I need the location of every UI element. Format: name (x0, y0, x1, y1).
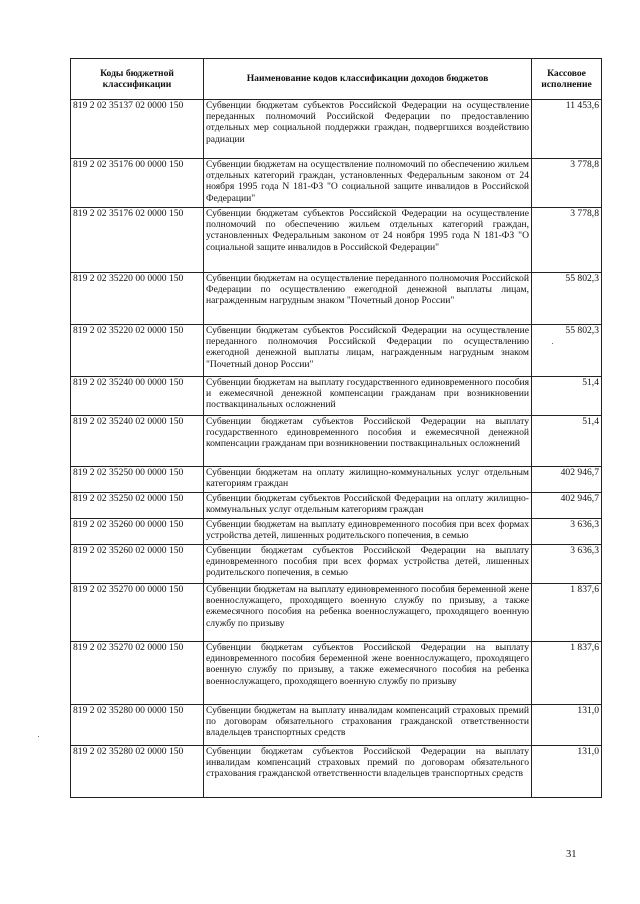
cash-execution: 3 778,8 (532, 208, 602, 273)
cash-execution: 131,0 (532, 705, 602, 746)
table-row (71, 584, 602, 642)
revenue-name: Субвенции бюджетам субъектов Российской Федерации на осуществление переданного полномочия Российской Федерации по осуществлению ежегодной денежной выплаты лицам, награжденным нагрудным знаком "Почетный донор России" (204, 325, 532, 377)
table-row (71, 519, 602, 545)
budget-code: 819 2 02 35220 02 0000 150 (71, 325, 204, 377)
budget-code: 819 2 02 35220 00 0000 150 (71, 273, 204, 325)
table-header-row (71, 59, 602, 100)
budget-code: 819 2 02 35280 02 0000 150 (71, 746, 204, 798)
scan-speck (552, 343, 553, 344)
cash-execution: 3 636,3 (532, 545, 602, 584)
cash-execution: 3 778,8 (532, 159, 602, 208)
revenue-name: Субвенции бюджетам на осуществление переданного полномочия Российской Федерации по осуществлению ежегодной денежной выплаты лицам, награжденным нагрудным знаком "Почетный донор России" (204, 273, 532, 325)
table-row (71, 545, 602, 584)
budget-code: 819 2 02 35176 00 0000 150 (71, 159, 204, 208)
table-row (71, 325, 602, 377)
revenue-name: Субвенции бюджетам на выплату единовременного пособия при всех формах устройства детей, лишенных родительского попечения, в семью (204, 519, 532, 545)
budget-code: 819 2 02 35260 02 0000 150 (71, 545, 204, 584)
table-row (71, 493, 602, 519)
scan-speck (38, 736, 39, 737)
cash-execution: 402 946,7 (532, 467, 602, 493)
cash-execution: 51,4 (532, 416, 602, 467)
header-amount: Кассовое исполнение (532, 59, 602, 100)
cash-execution: 11 453,6 (532, 100, 602, 159)
cash-execution: 51,4 (532, 377, 602, 416)
cash-execution: 3 636,3 (532, 519, 602, 545)
table-row (71, 273, 602, 325)
budget-code: 819 2 02 35250 02 0000 150 (71, 493, 204, 519)
table-row (71, 467, 602, 493)
budget-code: 819 2 02 35250 00 0000 150 (71, 467, 204, 493)
cash-execution: 1 837,6 (532, 642, 602, 705)
revenue-name: Субвенции бюджетам субъектов Российской Федерации на оплату жилищно-коммунальных услуг отдельным категориям граждан (204, 493, 532, 519)
cash-execution: 55 802,3 (532, 273, 602, 325)
table-row (71, 642, 602, 705)
revenue-name: Субвенции бюджетам субъектов Российской Федерации на выплату инвалидам компенсаций страховых премий по договорам обязательного страхования гражданской ответственности владельцев транспортных средств (204, 746, 532, 798)
revenue-name: Субвенции бюджетам субъектов Российской Федерации на выплату единовременного пособия беременной жене военнослужащего, проходящего военную службу по призыву, а также ежемесячного пособия на ребенка военнослужащего, проходящего военную службу по призыву (204, 642, 532, 705)
cash-execution: 55 802,3 (532, 325, 602, 377)
budget-code: 819 2 02 35176 02 0000 150 (71, 208, 204, 273)
page-number: 31 (566, 849, 577, 860)
cash-execution: 131,0 (532, 746, 602, 798)
budget-code: 819 2 02 35280 00 0000 150 (71, 705, 204, 746)
revenue-name: Субвенции бюджетам на выплату инвалидам компенсаций страховых премий по договорам обязательного страхования гражданской ответственности владельцев транспортных средств (204, 705, 532, 746)
table-row (71, 416, 602, 467)
header-name: Наименование кодов классификации доходов бюджетов (204, 59, 532, 100)
budget-code: 819 2 02 35240 00 0000 150 (71, 377, 204, 416)
table-row (71, 208, 602, 273)
budget-code: 819 2 02 35137 02 0000 150 (71, 100, 204, 159)
revenue-name: Субвенции бюджетам на выплату единовременного пособия беременной жене военнослужащего, проходящего военную службу по призыву, а также ежемесячного пособия на ребенка военнослужащего, проходящего военную службу по призыву (204, 584, 532, 642)
classification-table (70, 58, 602, 798)
table-row (71, 705, 602, 746)
revenue-name: Субвенции бюджетам субъектов Российской Федерации на выплату государственного единовременного пособия и ежемесячной денежной компенсации гражданам при возникновении поствакцинальных осложнений (204, 416, 532, 467)
table-row (71, 377, 602, 416)
revenue-name: Субвенции бюджетам субъектов Российской Федерации на осуществление полномочий по обеспечению жильем отдельных категорий граждан, установленных Федеральным законом от 24 ноября 1995 года N 181-ФЗ "О социальной защите инвалидов в Российской Федерации" (204, 208, 532, 273)
header-code: Коды бюджетной классификации (71, 59, 204, 100)
budget-code: 819 2 02 35270 00 0000 150 (71, 584, 204, 642)
table-row (71, 746, 602, 798)
budget-code: 819 2 02 35260 00 0000 150 (71, 519, 204, 545)
table-row (71, 100, 602, 159)
revenue-name: Субвенции бюджетам субъектов Российской Федерации на выплату единовременного пособия при всех формах устройства детей, лишенных родительского попечения, в семью (204, 545, 532, 584)
budget-code: 819 2 02 35240 02 0000 150 (71, 416, 204, 467)
budget-code: 819 2 02 35270 02 0000 150 (71, 642, 204, 705)
revenue-name: Субвенции бюджетам на осуществление полномочий по обеспечению жильем отдельных категорий граждан, установленных Федеральным законом от 24 ноября 1995 года N 181-ФЗ "О социальной защите инвалидов в Российской Федерации" (204, 159, 532, 208)
revenue-name: Субвенции бюджетам на выплату государственного единовременного пособия и ежемесячной денежной компенсации гражданам при возникновении поствакцинальных осложнений (204, 377, 532, 416)
revenue-name: Субвенции бюджетам на оплату жилищно-коммунальных услуг отдельным категориям граждан (204, 467, 532, 493)
cash-execution: 402 946,7 (532, 493, 602, 519)
cash-execution: 1 837,6 (532, 584, 602, 642)
revenue-name: Субвенции бюджетам субъектов Российской Федерации на осуществление переданных полномочий Российской Федерации по предоставлению отдельных мер социальной поддержки граждан, подвергшихся воздействию радиации (204, 100, 532, 159)
table-row (71, 159, 602, 208)
